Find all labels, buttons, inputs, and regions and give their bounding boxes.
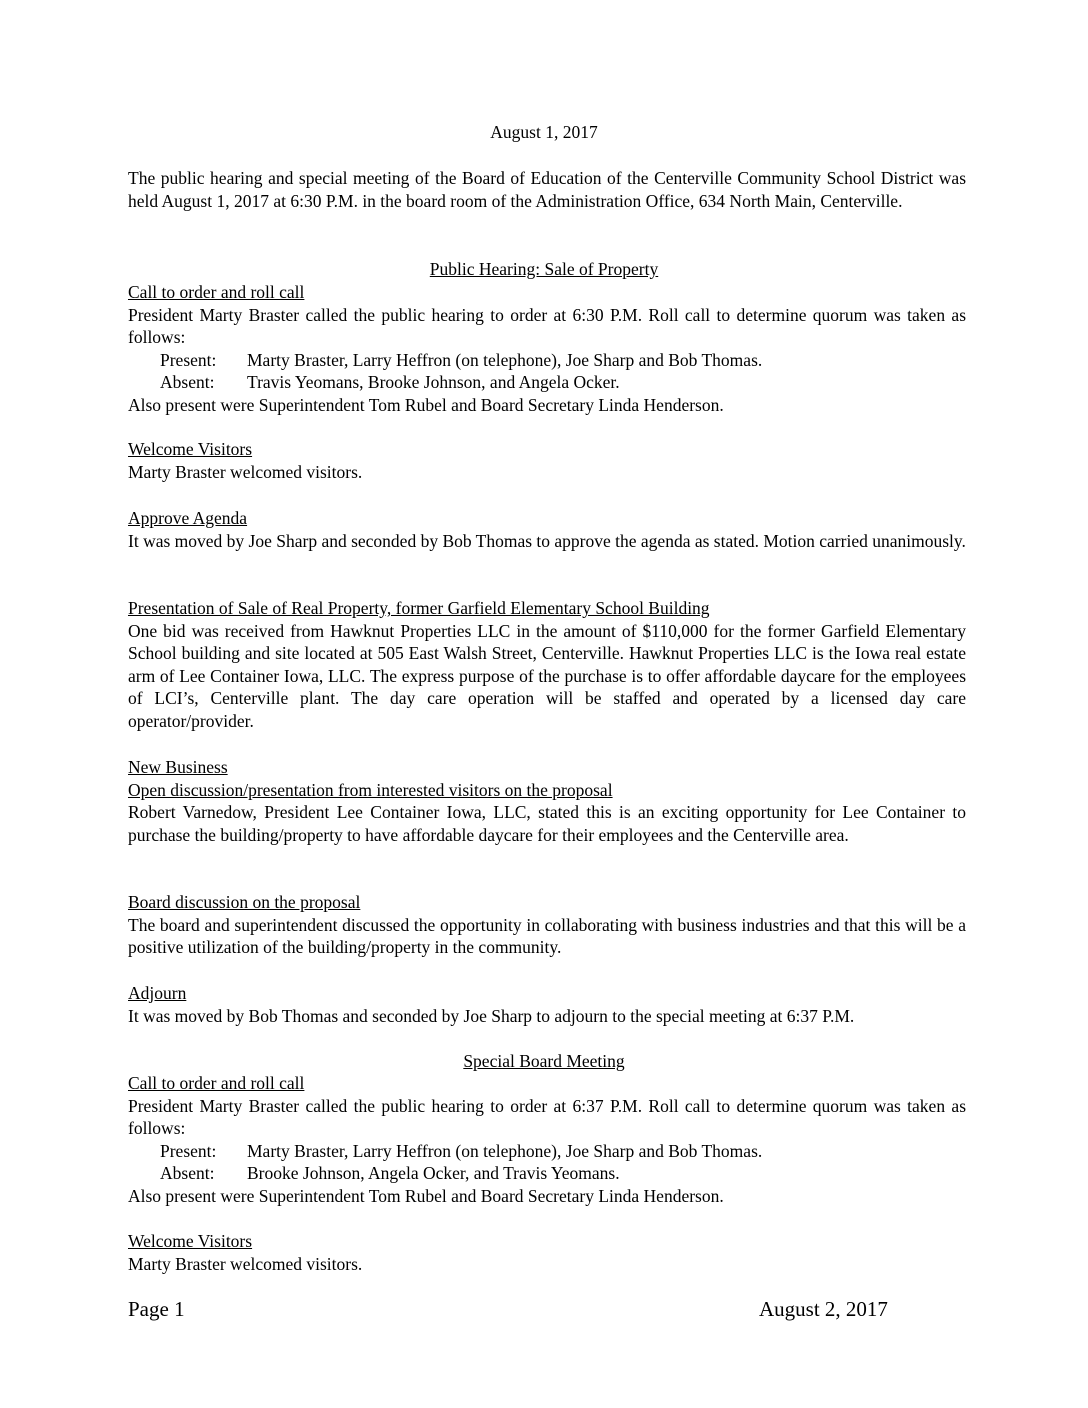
ph-open-discussion-heading: Open discussion/presentation from interested visitors on the proposal [128, 779, 613, 800]
ph-board-discussion-heading: Board discussion on the proposal [128, 892, 361, 912]
ph-call-to-order-text: President Marty Braster called the public hearing to order at 6:30 P.M. Roll call to determine quorum was taken as follows: [128, 304, 966, 348]
sm-present-line [128, 1140, 966, 1163]
ph-call-to-order-heading: Call to order and roll call [128, 282, 305, 302]
ph-presentation-heading: Presentation of Sale of Real Property, former Garfield Elementary School Building [128, 598, 710, 618]
public-hearing-title: Public Hearing: Sale of Property [429, 259, 659, 279]
ph-agenda-heading: Approve Agenda [128, 508, 248, 528]
sm-call-to-order-heading: Call to order and roll call [128, 1073, 305, 1093]
ph-board-discussion-text: The board and superintendent discussed the opportunity in collaborating with business industries and that this will be a positive utilization of the building/property in the community. [128, 914, 966, 958]
ph-present-line [128, 349, 966, 372]
ph-agenda-section [128, 507, 966, 552]
ph-present-label: Present: [160, 349, 217, 370]
sm-present-label: Present: [160, 1140, 217, 1161]
ph-also-present: Also present were Superintendent Tom Rubel and Board Secretary Linda Henderson. [128, 394, 724, 415]
sm-also-present: Also present were Superintendent Tom Rubel and Board Secretary Linda Henderson. [128, 1185, 724, 1206]
special-meeting-title: Special Board Meeting [463, 1051, 625, 1071]
sm-welcome-heading: Welcome Visitors [128, 1231, 253, 1251]
ph-presentation-text: One bid was received from Hawknut Properties LLC in the amount of $110,000 for the former Garfield Elementary School building and site located at 505 East Walsh Street, Centerville. Hawknut Properties LLC is the Iowa real estate arm of Lee Container Iowa, LLC. The express purpose of the purchase is to offer affordable daycare for the employees of LCI’s, Centerville plant. The day care operation will be staffed and operated by a licensed day care operator/provider. [128, 620, 966, 731]
footer-page-number: Page 1 [128, 1297, 185, 1321]
sm-welcome-text: Marty Braster welcomed visitors. [128, 1253, 363, 1274]
sm-welcome-section [128, 1230, 966, 1275]
ph-adjourn-text: It was moved by Bob Thomas and seconded by Joe Sharp to adjourn to the special meeting at 6:37 P.M. [128, 1005, 855, 1026]
ph-absent-line [128, 371, 966, 394]
document-date: August 1, 2017 [490, 122, 598, 142]
ph-adjourn-section [128, 982, 966, 1027]
sm-call-to-order-text: President Marty Braster called the public hearing to order at 6:37 P.M. Roll call to determine quorum was taken as follows: [128, 1095, 966, 1139]
ph-welcome-text: Marty Braster welcomed visitors. [128, 461, 363, 482]
ph-adjourn-heading: Adjourn [128, 983, 187, 1003]
ph-new-business-section [128, 756, 966, 846]
ph-agenda-text: It was moved by Joe Sharp and seconded by Bob Thomas to approve the agenda as stated. Motion carried unanimously. [128, 530, 966, 551]
ph-board-discussion-section [128, 891, 966, 959]
ph-absent-label: Absent: [160, 372, 215, 393]
sm-absent-names: Brooke Johnson, Angela Ocker, and Travis Yeomans. [247, 1163, 620, 1184]
ph-welcome-heading: Welcome Visitors [128, 439, 253, 459]
ph-present-names: Marty Braster, Larry Heffron (on telephone), Joe Sharp and Bob Thomas. [247, 349, 763, 370]
ph-new-business-heading: New Business [128, 757, 228, 777]
sm-call-to-order-section [128, 1072, 966, 1208]
intro-paragraph: The public hearing and special meeting of the Board of Education of the Centerville Community School District was held August 1, 2017 at 6:30 P.M. in the board room of the Administration Office, 634 North Main, Centerville. [128, 168, 966, 211]
ph-call-to-order-section [128, 281, 966, 417]
ph-welcome-section [128, 438, 966, 483]
sm-absent-line [128, 1162, 966, 1185]
footer-date: August 2, 2017 [759, 1297, 888, 1321]
sm-absent-label: Absent: [160, 1163, 215, 1184]
ph-absent-names: Travis Yeomans, Brooke Johnson, and Angela Ocker. [247, 372, 620, 393]
ph-open-discussion-text: Robert Varnedow, President Lee Container Iowa, LLC, stated this is an exciting opportunity for Lee Container to purchase the building/property to have affordable daycare for their employees and the Centerville area. [128, 802, 966, 845]
sm-present-names: Marty Braster, Larry Heffron (on telephone), Joe Sharp and Bob Thomas. [247, 1140, 763, 1161]
ph-presentation-section [128, 597, 966, 733]
